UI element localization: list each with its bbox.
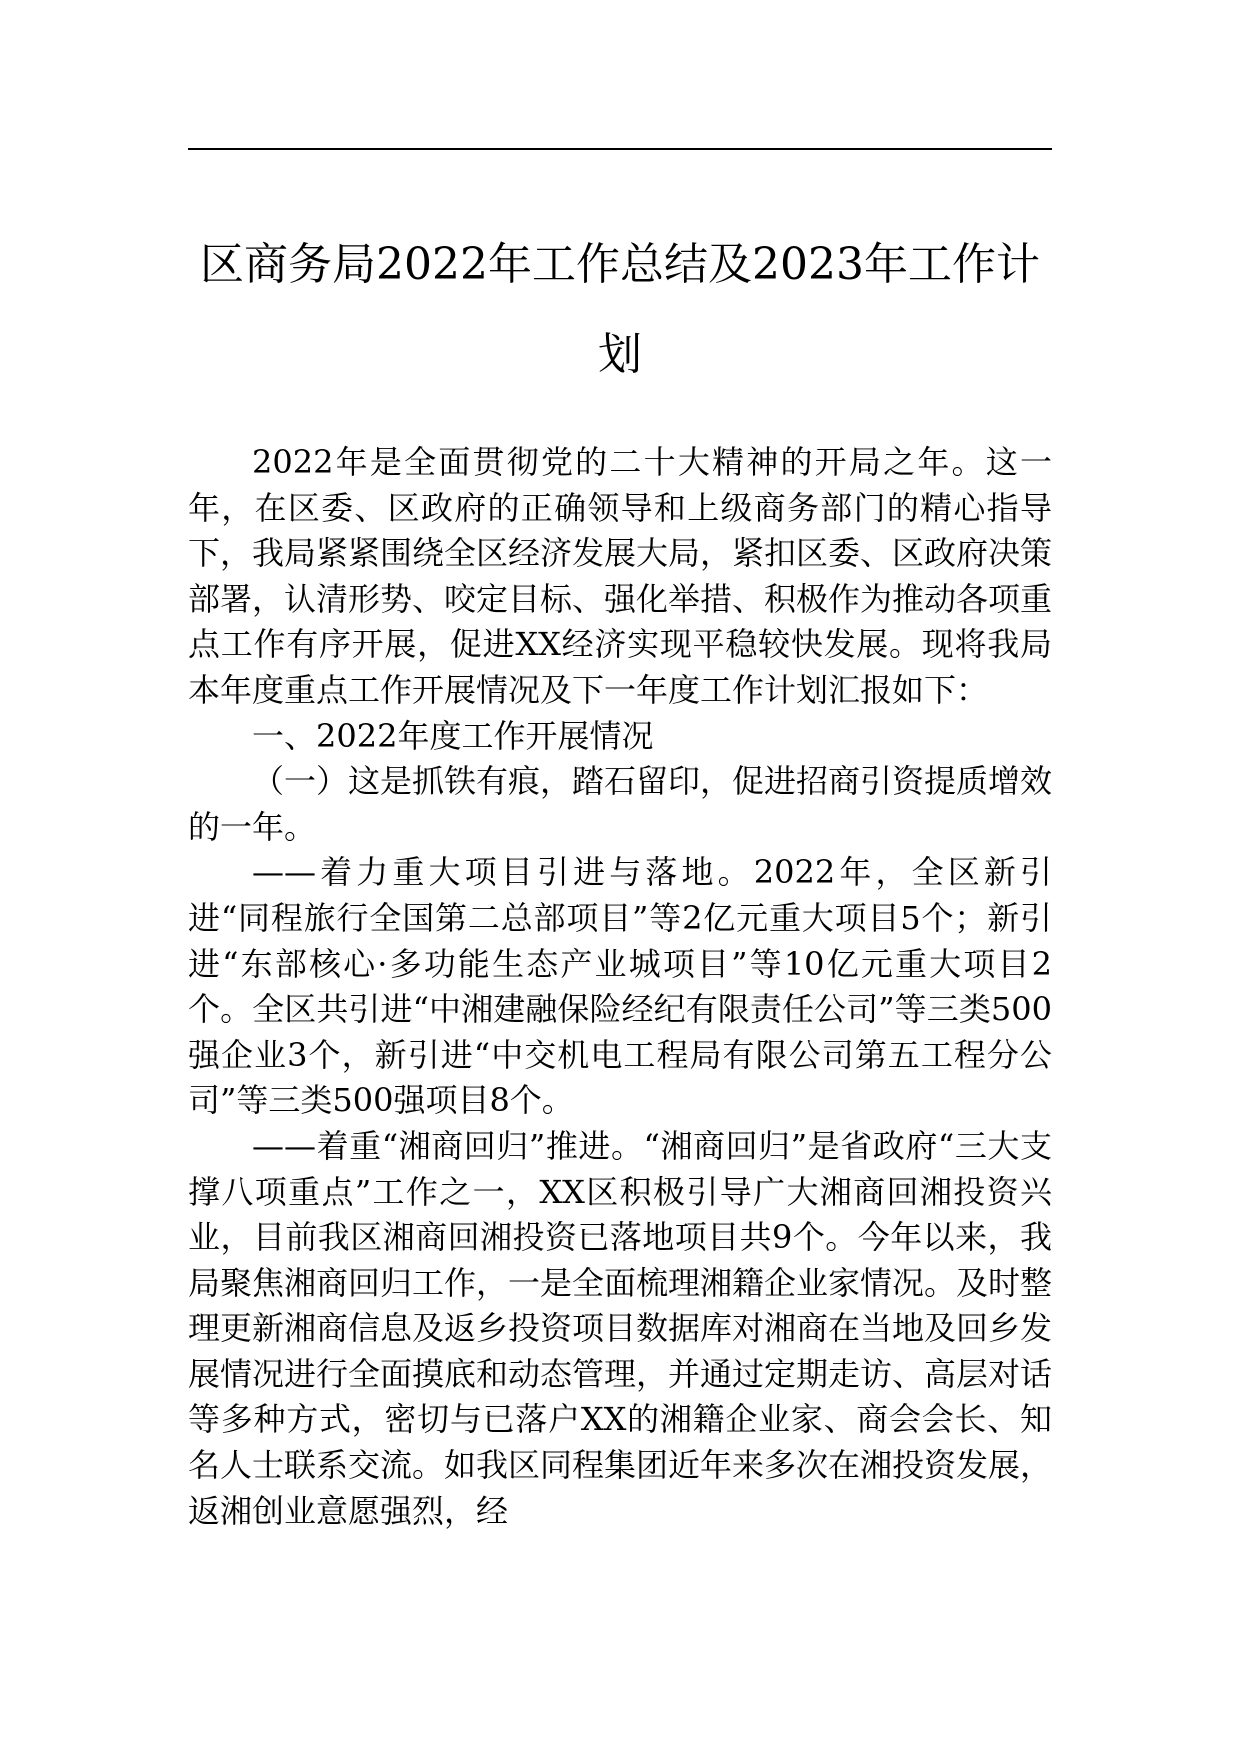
document-body <box>188 440 1052 1534</box>
intro-paragraph: 2022年是全面贯彻党的二十大精神的开局之年。这一年，在区委、区政府的正确领导和上级商务部门的精心指导下，我局紧紧围绕全区经济发展大局，紧扣区委、区政府决策部署，认清形势、咬定目标、强化举措、积极作为推动各项重点工作有序开展，促进XX经济实现平稳较快发展。现将我局本年度重点工作开展情况及下一年度工作计划汇报如下： <box>188 443 1053 709</box>
title-line-1: 区商务局2022年工作总结及2023年工作计 <box>200 239 1040 290</box>
project-paragraph: ——着力重大项目引进与落地。2022年，全区新引进“同程旅行全国第二总部项目”等2亿元重大项目5个；新引进“东部核心·多功能生态产业城项目”等10亿元重大项目2个。全区共引进“中湘建融保险经纪有限责任公司”等三类500强企业3个，新引进“中交机电工程局有限公司第五工程分公司”等三类500强项目8个。 <box>188 853 1052 1120</box>
title-line-2: 划 <box>598 329 642 380</box>
document-title <box>188 220 1052 400</box>
subsection-heading: （一）这是抓铁有痕，踏石留印，促进招商引资提质增效的一年。 <box>188 762 1053 846</box>
header-rule <box>188 148 1052 150</box>
xiangshang-paragraph: ——着重“湘商回归”推进。“湘商回归”是省政府“三大支撑八项重点”工作之一，XX区积极引导广大湘商回湘投资兴业，目前我区湘商回湘投资已落地项目共9个。今年以来，我局聚焦湘商回归工作，一是全面梳理湘籍企业家情况。及时整理更新湘商信息及返乡投资项目数据库对湘商在当地及回乡发展情况进行全面摸底和动态管理，并通过定期走访、高层对话等多种方式，密切与已落户XX的湘籍企业家、商会会长、知名人士联系交流。如我区同程集团近年来多次在湘投资发展，返湘创业意愿强烈，经 <box>188 1126 1053 1530</box>
section-heading: 一、2022年度工作开展情况 <box>252 716 654 755</box>
